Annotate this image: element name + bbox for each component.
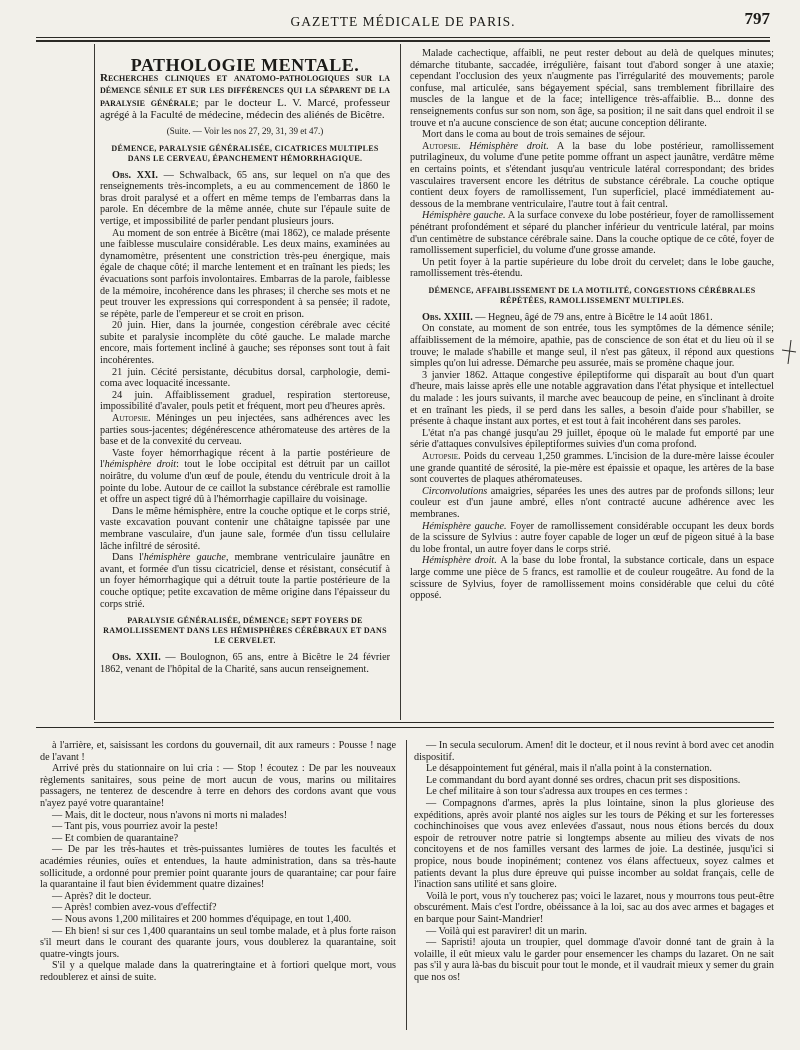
feuilleton-paragraph: Le désappointement fut général, mais il n'alla point à la consternation.	[426, 763, 712, 775]
feuilleton-left-column	[40, 740, 396, 983]
text-run: A la surface convexe du lobe postérieur, foyer de ramollissement pénétrant profondément et séparé du plancher inférieur du ventricule latéral, par moins d'un centimètre de substance cérébrale saine. Dans la couche optique de ce côté, foyer de ramollissement superficiel, du volume d'une grosse amande.	[410, 210, 774, 257]
feuilleton-paragraph: — Compagnons d'armes, après la plus lointaine, sinon la plus glorieuse des expéditions, après avoir planté nos aigles sur les tours de Péking et sur les forteresses cochinchinoises que vous avez enlevées d'assaut, nous nous étions bercés du doux espoir de retrouver notre patrie si longtemps absente au milieu des vivats de nos concitoyens et de nos familles versant des larmes de joie. La destinée, jusqu'ici si propice, nous boude inopinément; contenez vos élans affectueux, soyez calmes et patients devant la plus dure épreuve qui puisse incomber au soldat français, celle de l'inaction sans utilité et sans gloire.	[414, 797, 774, 891]
pencil-cross-mark	[780, 336, 798, 366]
obs-23-para-7	[410, 521, 774, 556]
obs-22-autopsy	[410, 141, 774, 211]
text-run: : tout le lobe occipital est détruit par un caillot noirâtre, du volume d'un œuf de poule, étendu du ventricule droit à la pointe du lobe. Autour de ce caillot la substance cérébrale est ramollie et offre un aspect tigré dû à l'hémorrhagie capillaire du voisinage.	[100, 459, 390, 506]
text-run: A la base du lobe frontal, la substance corticale, dans un espace large comme une pièce de 5 francs, est ramollie et de couleur rougeâtre. Au fond de la scissure de Sylvius, foyer de ramollissement moins considérable que celui du côté opposé.	[410, 555, 774, 602]
text-run: amaigries, séparées les unes des autres par de profonds sillons; leur couleur est d'un jaune ambré, elles n'ont contracté aucune adhérence avec les membranes.	[410, 485, 774, 520]
italic-term: Hémisphère droit.	[460, 140, 549, 152]
obs-21-text: — Schwalback, 65 ans, sur lequel on n'a que des renseignements très-incomplets, a eu au commencement de 1860 le bras droit paralysé et a offert en même temps de l'embarras dans la parole. En décembre de la même année, chute sur l'épaule suite de vertige, et impossibilité de parler pendant plusieurs jours.	[100, 169, 390, 227]
obs-22-para-5: Un petit foyer à la partie supérieure du lobe droit du cervelet; dans le lobe gauche, ramollissement très-étendu.	[410, 256, 774, 280]
feuilleton-paragraph: S'il y a quelque malade dans la quatreringtaine et à fortiori quelque mort, vous redoublerez et ainsi de suite.	[40, 960, 396, 983]
italic-term: Hémisphère droit.	[422, 555, 497, 567]
feuilleton-paragraph: à l'arrière, et, saisissant les cordons du gouvernail, dit aux rameurs : Pousse ! nage de l'avant !	[40, 740, 396, 763]
feuilleton-paragraph: — Eh bien! si sur ces 1,400 quarantains un seul tombe malade, et à plus forte raison s'il meurt dans le courant des quarante jours, vous doublerez la quarantaine, soit quatre-vingts jours.	[40, 925, 396, 960]
observation-heading-1: DÉMENCE, PARALYSIE GÉNÉRALISÉE, CICATRICES MULTIPLES DANS LE CERVEAU, ÉPANCHEMENT HÉMORRHAGIQUE.	[111, 143, 379, 163]
obs-23-para-2: On constate, au moment de son entrée, tous les symptômes de la démence sénile; affaiblissement de la mémoire, apathie, pas de conscience de son état et du lieu où il se trouve; le malade s'habille et mange seul, il n'est pas gâteux, il répond aux questions simples qu'on lui adresse. Démarche peu assurée, mais se promène chaque jour.	[410, 323, 774, 370]
article-left-column	[100, 55, 390, 675]
feuilleton-paragraph: — Après! combien avez-vous d'effectif?	[52, 902, 217, 914]
obs-21-para-8: Dans le même hémisphère, entre la couche optique et le corps strié, vaste excavation pouvant contenir une châtaigne tapissée par une membrane vasculaire, d'un jaune sale, formée d'un tissu cellulaire lâche infiltré de sérosité.	[100, 505, 390, 552]
feuilleton-paragraph: — Mais, dit le docteur, nous n'avons ni morts ni malades!	[52, 809, 288, 821]
autopsy-label: Autopsie.	[422, 140, 461, 152]
feuilleton-paragraph: Voilà le port, vous n'y toucherez pas; voici le lazaret, nous y mourrons tous peut-être obscurément. Mais c'est l'ordre, obéissance à la loi, sac au dos avec armes et bagages et en barque pour Saint-Mandrier!	[414, 890, 774, 925]
obs-23-para-4: L'état n'a pas changé jusqu'au 29 juillet, époque où le malade fut emporté par une série d'attaques convulsives épileptiformes suivies d'un coma profond.	[410, 427, 774, 451]
obs-22-label: Obs. XXII.	[112, 652, 161, 664]
obs-21-para-4: 21 juin. Cécité persistante, décubitus dorsal, carphologie, demi-coma avec loquacité incessante.	[100, 366, 390, 390]
autopsy-label: Autopsie.	[112, 413, 151, 425]
text-run: Foyer de ramollissement considérable occupant les deux bords de la scissure de Sylvius : autre foyer capable de loger un œuf de pigeon situé à la base du lobe frontal, un autre foyer dans le corps strié.	[410, 520, 774, 555]
section-title: PATHOLOGIE MENTALE.	[130, 55, 360, 75]
suite-note: (Suite. — Voir les nos 27, 29, 31, 39 et 47.)	[166, 125, 324, 136]
lead-caps: Recherches cliniques et anatomo-pathologiques sur la démence sénile et sur les différences qui la séparent de la paralysie générale	[100, 71, 390, 109]
obs-23-label: Obs. XXIII.	[422, 311, 473, 323]
obs-21-intro	[100, 170, 390, 228]
obs-21-para-9	[100, 552, 390, 610]
obs-22-text: — Boulognon, 65 ans, entre à Bicêtre le 24 février 1862, venant de l'hôpital de la Charité, sans aucun renseignement.	[100, 652, 390, 675]
autopsy-text: A la base du lobe postérieur, ramollissement putrilagineux, du volume d'une petite pomme offrant un aspect jaunâtre, verdâtre même en certains points, et s'étendant jusqu'au ventricule latéral correspondant; des brides vasculaires traversent encore les détritus de substance cérébrale. La couche optique contient deux foyers de ramollissement, l'un superficiel, placé immédiatement au-dessous de la membrane ventriculaire, l'autre tout à fait central.	[410, 140, 774, 210]
text-run: , membrane ventriculaire jaunâtre en avant, et formée d'un tissu cicatriciel, dense et résistant, consécutif à un foyer hémorrhagique qui a détruit toute la partie postérieure de la couche optique; petite excavation de même origine dans l'épaisseur du corps strié.	[100, 552, 390, 610]
obs-21-label: Obs. XXI.	[112, 169, 158, 181]
italic-term: Circonvolutions	[422, 485, 488, 497]
lead-author: ; par le docteur L. V. Marcé, professeur agrégé à la Faculté de médecine, médecin des aliénés de Bicêtre.	[100, 96, 390, 122]
obs-22-intro	[100, 652, 390, 675]
feuilleton-paragraph: — Après? dit le docteur.	[52, 890, 152, 902]
feuilleton-rule-1	[94, 722, 774, 723]
column-divider	[400, 44, 401, 720]
obs-21-para-5: 24 juin. Affaiblissement graduel, respiration stertoreuse, impossibilité d'avaler, pouls petit et fréquent, mort peu d'heures après.	[100, 389, 390, 413]
observation-heading-2: PARALYSIE GÉNÉRALISÉE, DÉMENCE; SEPT FOYERS DE RAMOLLISSEMENT DANS LES HÉMISPHÈRES CÉRÉBRAUX ET DANS LE CERVELET.	[103, 616, 387, 646]
feuilleton-paragraph: — De par les très-hautes et très-puissantes lumières de toutes les facultés et académies réunies, ouïes et entendues, la haute administration, dans sa très-haute sollicitude, a ordonné pour premier point quarante jours de quarantaine; car pour faire la quarantaine il faut bien évidemment quatre dizaines!	[40, 844, 396, 891]
journal-title: GAZETTE MÉDICALE DE PARIS.	[290, 14, 516, 29]
italic-term: hémisphère droit	[104, 459, 177, 471]
autopsy-text: Poids du cerveau 1,250 grammes. L'incision de la dure-mère laisse écouler une grande quantité de sérosité, la pie-mère est épaissie et opaque, les artères de la base sont couvertes de plaques athéromateuses.	[410, 451, 774, 486]
feuilleton-paragraph: — Et combien de quarantaine?	[52, 832, 179, 844]
obs-23-para-3: 3 janvier 1862. Attaque congestive épileptiforme qui disparaît au bout d'un quart d'heure, mais laisse après elle une notable aggravation dans l'état physique et intellectuel du malade : les jours suivants, il marche avec beaucoup de peine, en s'inclinant à droite et en traînant les pieds, il se perd dans les salles, a besoin d'aide pour s'habiller, se présente à chaque instant aux portes, et est tout à fait incohérent dans ses paroles.	[410, 369, 774, 428]
text-run: Vaste foyer hémorrhagique récent à la partie postérieure de l'	[100, 447, 390, 471]
obs-21-para-7	[100, 448, 390, 506]
obs-23-intro	[410, 312, 774, 324]
article-right-column	[410, 48, 774, 602]
feuilleton-paragraph: — Nous avons 1,200 militaires et 200 hommes d'équipage, en tout 1,400.	[52, 913, 352, 925]
feuilleton-paragraph: — In secula seculorum. Amen! dit le docteur, et il nous revint à bord avec cet anodin dispositif.	[414, 740, 774, 763]
feuilleton-paragraph: — Tant pis, vous pourriez avoir la peste!	[52, 821, 219, 833]
obs-23-para-8	[410, 555, 774, 601]
article-lead	[100, 72, 390, 122]
observation-heading-3: DÉMENCE, AFFAIBLISSEMENT DE LA MOTILITÉ, CONGESTIONS CÉRÉBRALES RÉPÉTÉES, RAMOLLISSEMENT MULTIPLES.	[428, 285, 756, 305]
obs-21-para-3: 20 juin. Hier, dans la journée, congestion cérébrale avec cécité subite et paralysie incomplète du côté gauche. Le malade marche encore, mais fortement incliné à gauche; ses réponses sont tout à fait incohérentes.	[100, 320, 390, 367]
autopsy-label: Autopsie.	[422, 451, 461, 462]
feuilleton-paragraph: Le chef militaire à son tour s'adressa aux troupes en ces termes :	[426, 786, 688, 798]
header-rule-thin	[36, 37, 770, 38]
obs-23-autopsy	[410, 451, 774, 486]
obs-22-para-2: Mort dans le coma au bout de trois semaines de séjour.	[422, 129, 646, 141]
obs-22-para-1: Malade cachectique, affaibli, ne peut rester debout au delà de quelques minutes; démarche titubante, saccadée, irrégulière, faisant tout d'abord songer à une ataxie; cependant l'occlusion des yeux n'augmente pas l'irrégularité des mouvements; parole confuse, mal articulée, sans bégayement spécial, sans tremblement fibrillaire des muscles de la langue et de la face; intelligence très-affaiblie. B... donne des renseignements confus sur son nom, son âge, sa position; il ne sait dans quel endroit il se trouve et n'a aucune conscience de son état; aucune conception délirante.	[410, 48, 774, 129]
left-margin-rule	[94, 44, 95, 720]
italic-term: Hémisphère gauche.	[422, 520, 507, 532]
italic-term: Hémisphère gauche.	[422, 210, 506, 222]
feuilleton-rule-2	[36, 727, 774, 728]
italic-term: hémisphère gauche	[143, 552, 226, 564]
obs-21-autopsy	[100, 413, 390, 448]
feuilleton-paragraph: — Sapristi! ajouta un troupier, quel dommage d'avoir donné tant de grain à la volaille, il eût mieux valu le garder pour ensemencer les champs du lazaret. On ne sait pas s'il y aura là-bas du biscuit pour tout le monde, et il vaudrait mieux y semer du grain que nos os!	[414, 937, 774, 983]
running-header	[36, 6, 770, 36]
obs-23-para-6	[410, 486, 774, 521]
header-rule-thick	[36, 40, 770, 42]
feuilleton-paragraph: Le commandant du bord ayant donné ses ordres, chacun prit ses dispositions.	[426, 774, 741, 786]
feuilleton-paragraph: — Voilà qui est paravirer! dit un marin.	[426, 925, 587, 937]
obs-22-para-4	[410, 210, 774, 256]
page-number: 797	[744, 9, 770, 28]
obs-21-para-2: Au moment de son entrée à Bicêtre (mai 1862), ce malade présente une faiblesse musculaire considérable. Les deux mains, examinées au dynamomètre, présentent une constriction très-peu énergique, mais égale de chaque côté; il marche lentement et en traînant les pieds; les évacuations sont parfois involontaires. Embarras de la parole, faiblesse de la mémoire, incohérence dans les phrases; il cherche ses mots et ne peut trouver les expressions qui correspondent à sa pensée; il radote, se répète, parle de l'empereur et se croit en prison.	[100, 227, 390, 320]
feuilleton-divider	[406, 740, 407, 1030]
autopsy-text: Méninges un peu injectées, sans adhérences avec les parties sous-jacentes; dégénérescence athéromateuse des artères de la base et de la convexité du cerveau.	[100, 413, 390, 448]
feuilleton-right-column	[414, 740, 774, 983]
obs-23-text: — Hegneu, âgé de 79 ans, entre à Bicêtre le 14 août 1861.	[472, 311, 713, 323]
feuilleton-paragraph: Arrivé près du stationnaire on lui cria : — Stop ! écoutez : De par les nouveaux règlements sanitaires, sous peine de mort aucun de vous, marins ou militaires passagers, ne tenterez de descendre à terre en dehors des cordons avant que vous n'ayez payé votre quarantaine!	[40, 763, 396, 809]
text-run: Dans l'	[112, 552, 144, 564]
